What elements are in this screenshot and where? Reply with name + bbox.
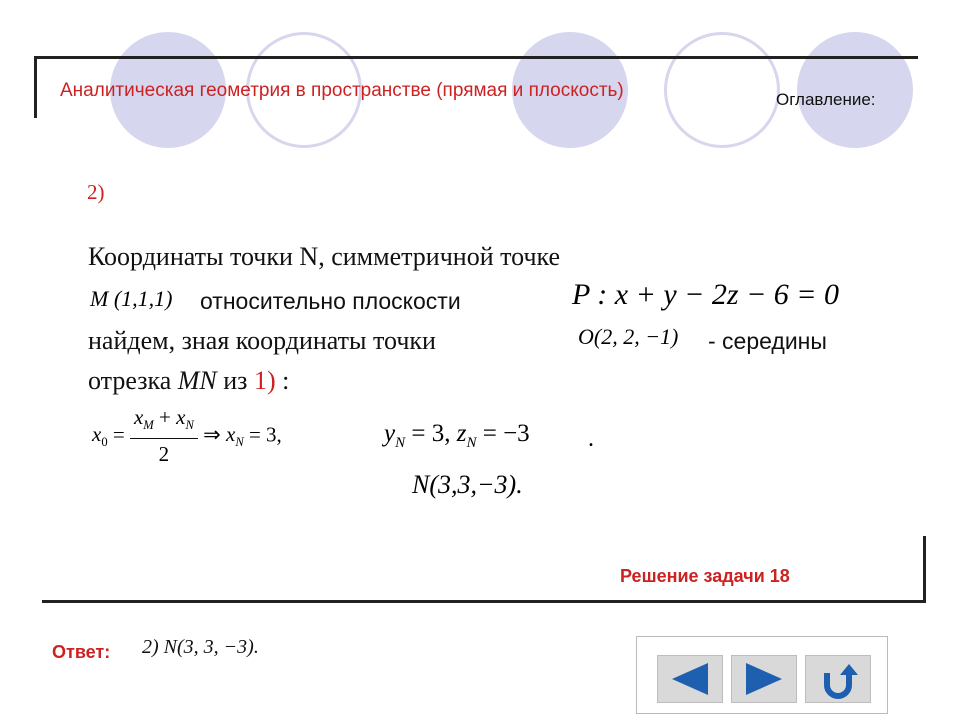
solution-link[interactable]: Решение задачи 18 — [620, 566, 790, 586]
implies-arrow: ⇒ — [203, 422, 221, 447]
return-icon — [818, 659, 858, 699]
eq2-period: . — [588, 426, 594, 452]
eq1-equals: = — [112, 422, 125, 447]
eq1-fraction — [130, 404, 198, 469]
text-line-2: относительно плоскости — [200, 288, 461, 314]
eq1-result-value: = 3, — [248, 422, 282, 447]
forward-button[interactable] — [731, 655, 797, 703]
eq1-denominator: 2 — [158, 442, 170, 467]
navigation-panel — [636, 636, 888, 714]
answer-value: 2) N(3, 3, −3). — [142, 636, 259, 658]
back-icon — [668, 661, 712, 697]
point-o-formula: O(2, 2, −1) — [578, 324, 679, 349]
text-line-4 — [88, 366, 289, 396]
eq1-lhs: $x_0$ — [92, 422, 108, 450]
yz-equation: $y_N = 3$, $z_N = -3$ — [384, 420, 530, 451]
eq1-numerator: $x_M + x_N$ — [130, 404, 198, 439]
point-m-formula: M (1,1,1) — [90, 286, 173, 311]
page-title: Аналитическая геометрия в пространстве (прямая и плоскость) — [60, 80, 624, 101]
eq1-result: $x_N$ — [225, 422, 244, 450]
segment-mn: MN — [177, 366, 217, 395]
text-line-1: Координаты точки N, симметричной точке — [88, 242, 561, 271]
text-line-3: найдем, зная координаты точки — [88, 326, 436, 355]
text-line-3-tail: - середины — [708, 328, 827, 354]
reference-part-1: 1) — [253, 366, 276, 395]
part-label: 2) — [87, 180, 105, 204]
text-line-4-a: отрезка — [88, 366, 172, 395]
toc-link[interactable]: Оглавление: — [776, 90, 876, 109]
plane-equation: P : x + y − 2z − 6 = 0 — [572, 278, 840, 311]
frame-left-line — [34, 56, 37, 118]
frame-right-line — [923, 536, 926, 603]
frame-bottom-line — [42, 600, 926, 603]
decor-circle-4 — [664, 32, 780, 148]
result-point: N(3,3,−3). — [412, 470, 523, 499]
forward-icon — [742, 661, 786, 697]
back-button[interactable] — [657, 655, 723, 703]
text-line-4-colon: : — [282, 366, 290, 395]
frame-top-line — [34, 56, 918, 59]
text-line-4-b: из — [223, 366, 248, 395]
return-button[interactable] — [805, 655, 871, 703]
answer-label: Ответ: — [52, 642, 111, 662]
midpoint-equation — [92, 404, 282, 469]
